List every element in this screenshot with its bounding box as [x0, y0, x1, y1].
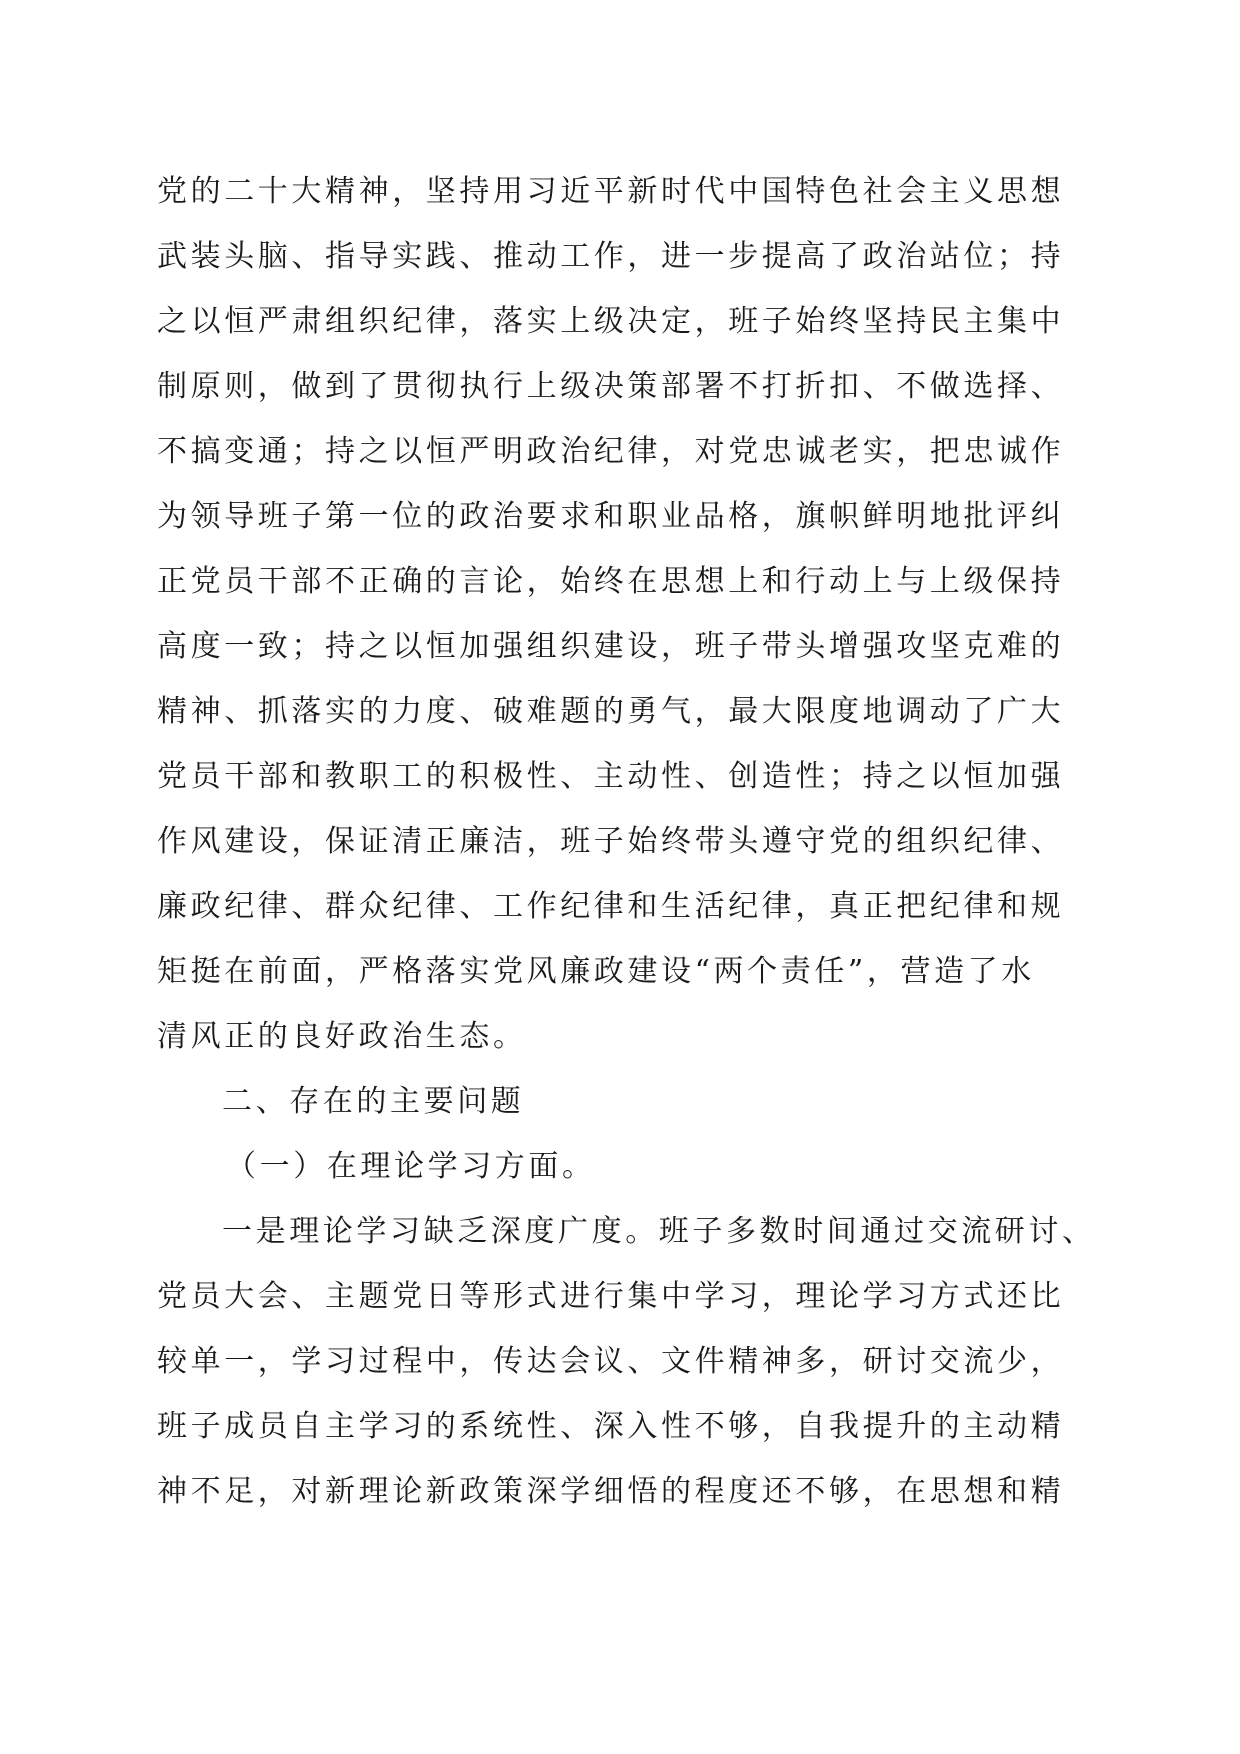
body-text-line: 神不足，对新理论新政策深学细悟的程度还不够，在思想和精 — [157, 1474, 1065, 1509]
body-text-line: 制原则，做到了贯彻执行上级决策部署不打折扣、不做选择、 — [157, 369, 1065, 404]
body-text-line: 为领导班子第一位的政治要求和职业品格，旗帜鲜明地批评纠 — [157, 499, 1065, 534]
body-text-line: 清风正的良好政治生态。 — [157, 1019, 527, 1054]
body-text-line: 作风建设，保证清正廉洁，班子始终带头遵守党的组织纪律、 — [157, 824, 1065, 859]
body-text-line: 一是理论学习缺乏深度广度。班子多数时间通过交流研讨、 — [222, 1214, 1096, 1249]
body-text-line: 之以恒严肃组织纪律，落实上级决定，班子始终坚持民主集中 — [157, 304, 1065, 339]
body-text-line: 武装头脑、指导实践、推动工作，进一步提高了政治站位；持 — [157, 239, 1065, 274]
subsection-heading: （一）在理论学习方面。 — [226, 1149, 596, 1184]
body-text-line: 党的二十大精神，坚持用习近平新时代中国特色社会主义思想 — [157, 174, 1065, 209]
body-text-line: 精神、抓落实的力度、破难题的勇气，最大限度地调动了广大 — [157, 694, 1065, 729]
body-text-line: 班子成员自主学习的系统性、深入性不够，自我提升的主动精 — [157, 1409, 1065, 1444]
body-text-line: 较单一，学习过程中，传达会议、文件精神多，研讨交流少， — [157, 1344, 1065, 1379]
body-text-line: 党员干部和教职工的积极性、主动性、创造性；持之以恒加强 — [157, 759, 1065, 794]
body-text-line: 矩挺在前面，严格落实党风廉政建设“两个责任”，营造了水 — [157, 954, 1035, 989]
body-text-line: 正党员干部不正确的言论，始终在思想上和行动上与上级保持 — [157, 564, 1065, 599]
body-text-line: 廉政纪律、群众纪律、工作纪律和生活纪律，真正把纪律和规 — [157, 889, 1065, 924]
body-text-line: 不搞变通；持之以恒严明政治纪律，对党忠诚老实，把忠诚作 — [157, 434, 1065, 469]
section-heading: 二、存在的主要问题 — [222, 1084, 525, 1119]
body-text-line: 党员大会、主题党日等形式进行集中学习，理论学习方式还比 — [157, 1279, 1065, 1314]
body-text-line: 高度一致；持之以恒加强组织建设，班子带头增强攻坚克难的 — [157, 629, 1065, 664]
